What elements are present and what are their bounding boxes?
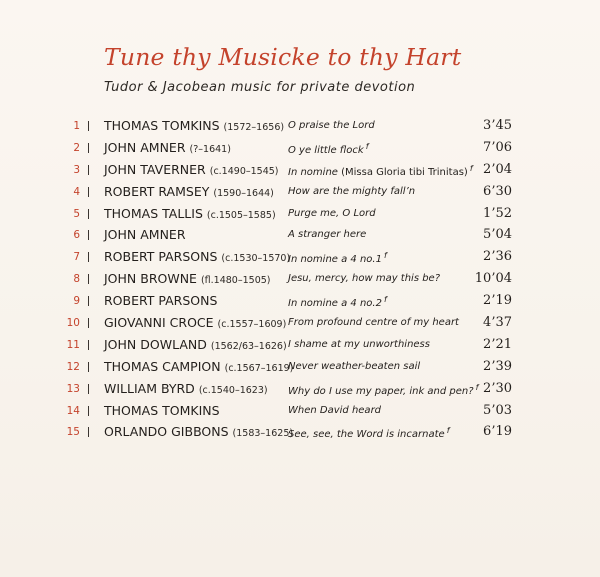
- work-footnote-mark: f: [469, 163, 473, 173]
- composer-name: THOMAS TALLIS: [104, 205, 203, 221]
- track-duration: 5’04: [483, 227, 512, 243]
- separator-bar: [88, 274, 89, 284]
- track-duration: 6’19: [483, 424, 512, 440]
- track-duration: 2’39: [483, 358, 512, 374]
- composer-name: JOHN BROWNE: [104, 271, 197, 287]
- composer-dates: (fl.1480–1505): [200, 275, 271, 287]
- track-work: [288, 186, 415, 197]
- track-row: [0, 183, 600, 205]
- composer-dates: (?–1641): [189, 143, 231, 155]
- track-work: [288, 142, 369, 156]
- track-row: [0, 380, 600, 402]
- work-title: O ye little flock: [288, 144, 364, 156]
- composer-dates: (c.1490–1545): [209, 165, 279, 177]
- composer-name: ROBERT PARSONS: [104, 249, 218, 265]
- track-composer: [104, 293, 217, 308]
- track-composer: [104, 403, 220, 418]
- composer-dates: (c.1530–1570): [221, 253, 291, 265]
- track-number: 8: [73, 273, 80, 286]
- track-composer: [104, 271, 271, 286]
- track-composer: [104, 227, 186, 242]
- track-row: [0, 117, 600, 139]
- track-work: [288, 229, 366, 240]
- track-list: [0, 117, 600, 445]
- separator-bar: [88, 209, 89, 219]
- track-duration: 6’30: [483, 183, 512, 199]
- track-work: [288, 361, 420, 372]
- composer-name: WILLIAM BYRD: [104, 380, 195, 396]
- track-composer: [104, 359, 293, 374]
- separator-bar: [88, 143, 89, 153]
- work-title: Jesu, mercy, how may this be?: [288, 273, 441, 285]
- composer-dates: (1590–1644): [213, 187, 274, 199]
- track-composer: [104, 184, 274, 199]
- track-number: 2: [73, 141, 80, 154]
- track-work: [288, 295, 387, 309]
- composer-dates: (c.1567–1619): [224, 362, 294, 374]
- track-row: [0, 139, 600, 161]
- track-row: [0, 292, 600, 314]
- work-footnote-mark: f: [383, 251, 387, 261]
- track-row: [0, 205, 600, 227]
- work-title: I shame at my unworthiness: [288, 338, 430, 350]
- track-number: 15: [66, 426, 80, 439]
- track-number: 3: [73, 163, 80, 176]
- track-composer: [104, 381, 268, 396]
- track-row: [0, 161, 600, 183]
- track-row: [0, 358, 600, 380]
- track-row: [0, 336, 600, 358]
- separator-bar: [88, 296, 89, 306]
- track-duration: 2’19: [483, 293, 512, 309]
- track-duration: 2’30: [483, 380, 512, 396]
- work-footnote-mark: f: [365, 141, 369, 151]
- work-footnote-mark: f: [475, 382, 479, 392]
- track-duration: 2’04: [483, 161, 512, 177]
- composer-name: ROBERT PARSONS: [104, 293, 218, 309]
- track-work: [288, 339, 430, 350]
- work-title: O praise the Lord: [288, 120, 375, 131]
- track-work: [288, 120, 375, 131]
- separator-bar: [88, 230, 89, 240]
- separator-bar: [88, 340, 89, 350]
- track-number: 5: [73, 207, 80, 220]
- separator-bar: [88, 252, 89, 262]
- track-composer: [104, 315, 286, 330]
- track-composer: [104, 118, 284, 133]
- track-duration: 10’04: [474, 271, 512, 287]
- album-subtitle: Tudor & Jacobean music for private devotion: [104, 80, 416, 95]
- track-number: 9: [73, 295, 80, 308]
- composer-dates: (1583–1625): [232, 428, 294, 440]
- composer-dates: (c.1557–1609): [217, 319, 287, 331]
- track-composer: [104, 337, 287, 352]
- composer-dates: (c.1540–1623): [198, 384, 268, 396]
- composer-name: THOMAS TOMKINS: [104, 402, 220, 418]
- work-detail: (Missa Gloria tibi Trinitas): [341, 166, 468, 178]
- composer-name: JOHN TAVERNER: [104, 161, 206, 177]
- track-duration: 5’03: [483, 402, 512, 418]
- separator-bar: [88, 384, 89, 394]
- track-composer: [104, 140, 231, 155]
- separator-bar: [88, 165, 89, 175]
- composer-name: THOMAS TOMKINS: [104, 118, 220, 133]
- track-number: 14: [66, 404, 80, 417]
- track-number: 11: [66, 338, 80, 351]
- work-title: Why do I use my paper, ink and pen?: [288, 385, 474, 397]
- separator-bar: [88, 427, 89, 437]
- track-composer: [104, 162, 279, 177]
- separator-bar: [88, 318, 89, 328]
- track-composer: [104, 206, 276, 221]
- track-work: [288, 251, 387, 265]
- track-number: 10: [66, 317, 80, 330]
- track-row: [0, 248, 600, 270]
- track-row: [0, 226, 600, 248]
- track-number: 4: [73, 185, 80, 198]
- composer-name: JOHN DOWLAND: [104, 336, 207, 352]
- track-composer: [104, 424, 293, 439]
- composer-name: ROBERT RAMSEY: [104, 183, 210, 199]
- work-title: Never weather-beaten sail: [288, 360, 421, 372]
- track-row: [0, 402, 600, 424]
- track-duration: 7’06: [483, 139, 512, 155]
- track-work: [288, 273, 440, 284]
- composer-dates: (1572–1656): [223, 122, 285, 133]
- work-title: A stranger here: [288, 229, 367, 241]
- track-number: 12: [66, 360, 80, 373]
- track-work: [288, 426, 450, 440]
- work-footnote-mark: f: [446, 426, 450, 436]
- track-number: 1: [73, 120, 80, 132]
- composer-name: ORLANDO GIBBONS: [104, 424, 229, 440]
- work-title: Purge me, O Lord: [288, 207, 376, 219]
- separator-bar: [88, 406, 89, 416]
- track-row: [0, 270, 600, 292]
- work-title: How are the mighty fall’n: [288, 185, 416, 197]
- track-duration: 2’36: [483, 249, 512, 265]
- composer-dates: (c.1505–1585): [206, 209, 276, 221]
- track-row: [0, 314, 600, 336]
- work-title: In nomine: [288, 166, 338, 178]
- track-row: [0, 423, 600, 445]
- work-title: From profound centre of my heart: [288, 317, 459, 329]
- track-work: [288, 383, 478, 397]
- track-work: [288, 208, 376, 219]
- track-number: 13: [66, 382, 80, 395]
- track-number: 7: [73, 251, 80, 264]
- separator-bar: [88, 362, 89, 372]
- separator-bar: [88, 187, 89, 197]
- work-footnote-mark: f: [383, 295, 387, 305]
- separator-bar: [88, 121, 89, 131]
- track-composer: [104, 249, 290, 264]
- composer-name: JOHN AMNER: [104, 227, 186, 243]
- track-work: [288, 164, 473, 178]
- composer-name: GIOVANNI CROCE: [104, 315, 214, 331]
- composer-name: JOHN AMNER: [104, 139, 186, 155]
- work-title: In nomine a 4 no.1: [288, 254, 382, 266]
- work-title: See, see, the Word is incarnate: [288, 429, 445, 441]
- track-duration: 2’21: [483, 336, 512, 352]
- track-duration: 1’52: [483, 205, 512, 221]
- work-title: In nomine a 4 no.2: [288, 298, 382, 310]
- work-title: When David heard: [288, 404, 382, 416]
- album-title: Tune thy Musicke to thy Hart: [104, 43, 462, 71]
- track-work: [288, 317, 459, 328]
- track-duration: 3’45: [483, 118, 512, 133]
- track-duration: 4’37: [483, 315, 512, 331]
- composer-dates: (1562/63–1626): [210, 340, 287, 352]
- track-work: [288, 405, 381, 416]
- track-number: 6: [73, 229, 80, 242]
- composer-name: THOMAS CAMPION: [104, 358, 221, 374]
